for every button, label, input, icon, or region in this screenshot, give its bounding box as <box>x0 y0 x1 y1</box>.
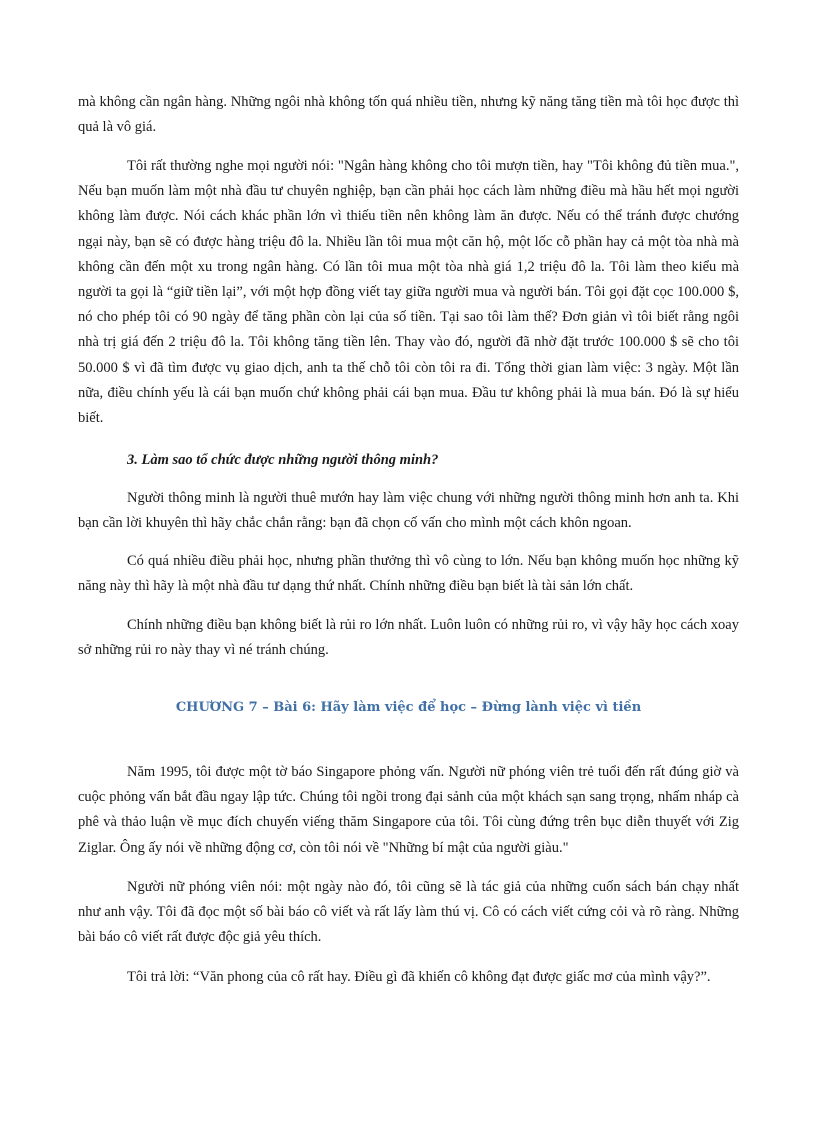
paragraph-bank-loans: Tôi rất thường nghe mọi người nói: "Ngân hàng không cho tôi mượn tiền, hay "Tôi không đủ tiền mua.", Nếu bạn muốn làm một nhà đầu tư chuyên nghiệp, bạn cần phải học cách làm những điều mà hầu hết mọi người không làm được. Nói cách khác phần lớn vì thiếu tiền nên không làm ăn được. Nếu có thể tránh được chướng ngại này, bạn sẽ có được hàng triệu đô la. Nhiều lần tôi mua một căn hộ, một lốc cỗ phần hay cả một tòa nhà mà không cần đến một xu trong ngân hàng. Có lần tôi mua một tòa nhà giá 1,2 triệu đô la. Tôi làm theo kiểu mà người ta gọi là “giữ tiền lại”, với một hợp đồng viết tay giữa người mua và người bán. Tôi gọi đặt cọc 100.000 $, nó cho phép tôi có 90 ngày để tăng phần còn lại của số tiền. Tại sao tôi làm thế? Đơn giản vì tôi biết rằng ngôi nhà trị giá đến 2 triệu đô la. Tôi không tăng tiền lên. Thay vào đó, người đã nhờ đặt trước 100.000 $ sẽ cho tôi 50.000 $ vì đã tìm được vụ giao dịch, anh ta thế chỗ tôi còn tôi ra đi. Tổng thời gian làm việc: 3 ngày. Một lần nữa, điều chính yếu là cái bạn muốn chứ không phải cái bạn mua. Đầu tư không phải là mua bán. Đó là sự hiểu biết. <box>78 158 739 427</box>
paragraph-risks: Chính những điều bạn không biết là rủi ro lớn nhất. Luôn luôn có những rủi ro, vì vậy hãy học cách xoay sở những rủi ro này thay vì né tránh chúng. <box>78 617 739 659</box>
section-heading-smart-people: 3. Làm sao tổ chức được những người thông minh? <box>127 452 439 468</box>
chapter-title: CHƯƠNG 7 – Bài 6: Hãy làm việc để học – Đừng lành việc vì tiền <box>175 700 642 715</box>
paragraph-continuation: mà không cần ngân hàng. Những ngôi nhà không tốn quá nhiều tiền, nhưng kỹ năng tăng tiền mà tôi học được thì quả là vô giá. <box>78 94 739 136</box>
paragraph-interview: Năm 1995, tôi được một tờ báo Singapore phỏng vấn. Người nữ phóng viên trẻ tuổi đến rất đúng giờ và cuộc phỏng vấn bắt đầu ngay lập tức. Chúng tôi ngồi trong đại sảnh của một khách sạn sang trọng, nhấm nháp cà phê và thảo luận về mục đích chuyến viếng thăm Singapore của tôi. Tôi cùng đứng trên bục diễn thuyết với Zig Ziglar. Ông ấy nói về những động cơ, còn tôi nói về "Những bí mật của người giàu." <box>78 764 739 856</box>
paragraph-reporter: Người nữ phóng viên nói: một ngày nào đó, tôi cũng sẽ là tác giả của những cuốn sách bán chạy nhất như anh vậy. Tôi đã đọc một số bài báo cô viết và rất lấy làm thú vị. Cô có cách viết cứng cỏi và rõ ràng. Những bài báo cô viết rất được độc giả yêu thích. <box>78 879 739 946</box>
paragraph-reply: Tôi trả lời: “Văn phong của cô rất hay. Điều gì đã khiến cô không đạt được giấc mơ của mình vậy?”. <box>127 969 711 985</box>
paragraph-rewards: Có quá nhiều điều phải học, nhưng phần thưởng thì vô cùng to lớn. Nếu bạn không muốn học những kỹ năng này thì hãy là một nhà đầu tư dạng thứ nhất. Chính những điều bạn biết là tài sản lớn chất. <box>78 553 739 595</box>
paragraph-smart-people: Người thông minh là người thuê mướn hay làm việc chung với những người thông minh hơn anh ta. Khi bạn cần lời khuyên thì hãy chắc chắn rằng: bạn đã chọn cố vấn cho mình một cách khôn ngoan. <box>78 490 739 532</box>
